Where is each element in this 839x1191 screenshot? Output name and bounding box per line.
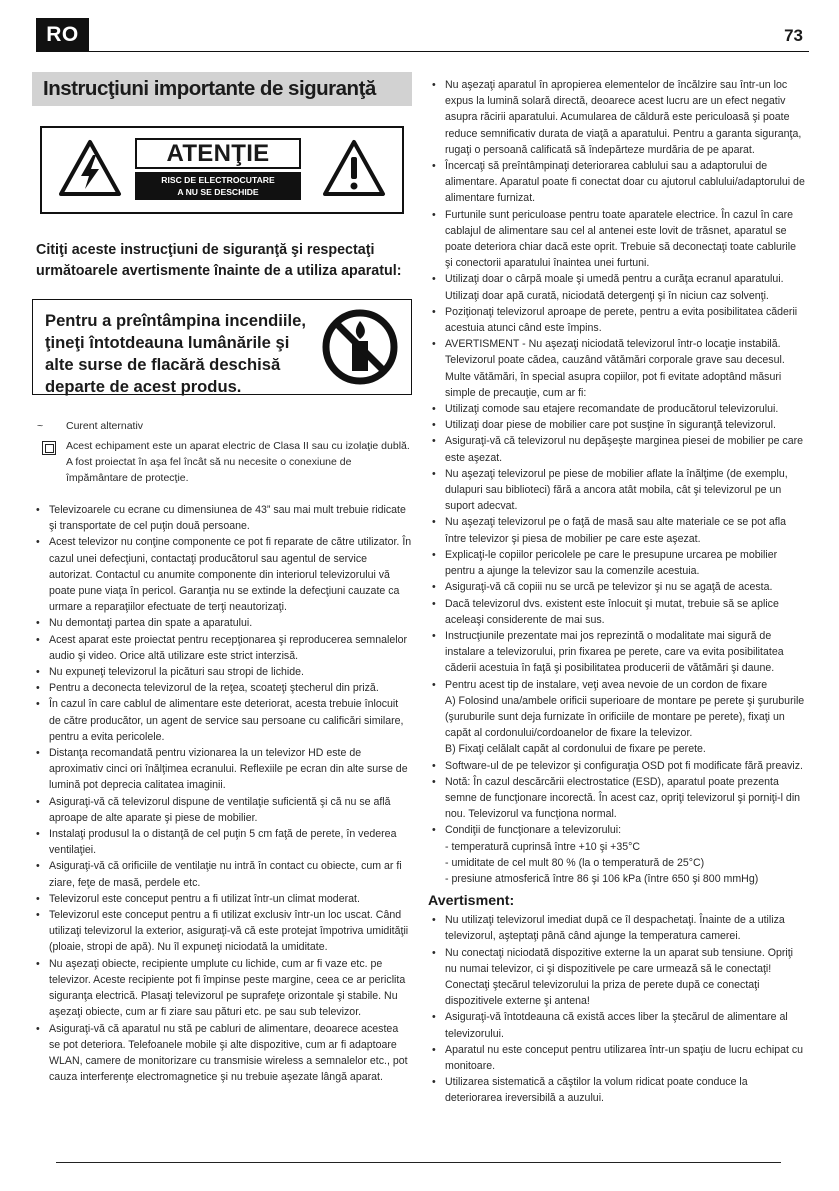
bullet-item: • Nu expuneţi televizorul la picături sau stropi de lichide. [32, 664, 412, 680]
bullet-item: • Asiguraţi-vă că televizorul nu depăşeşte marginea piesei de mobilier pe care este aşezat. [428, 433, 806, 465]
bullet-item: • Utilizaţi comode sau etajere recomandate de producătorul televizorului. [428, 401, 806, 417]
ac-symbol-text: Curent alternativ [66, 420, 144, 432]
bullet-item: • Asiguraţi-vă că aparatul nu stă pe cabluri de alimentare, deoarece acestea se pot deteriora. Telefoanele mobile şi alte dispozitive, cum ar fi adaptoare WLAN, camere de monitorizare cu transmisie wireless a semnalelor etc., pot cauza interferenţe electromagnetice şi nu trebuie aşezate lângă aparat. [32, 1021, 412, 1086]
bullet-item: • Televizorul este conceput pentru a fi utilizat exclusiv într-un loc uscat. Când utilizaţi televizorul la exterior, asiguraţi-vă că este protejat împotriva umidităţii (ploaie, stropi de apă). Nu îl expuneţi niciodată la umiditate. [32, 907, 412, 956]
bullet-item: • Asiguraţi-vă întotdeauna că există acces liber la ştecărul de alimentare al televizorului. [428, 1009, 806, 1041]
exclamation-warning-icon [322, 139, 386, 197]
bullet-item: • Instrucţiunile prezentate mai jos reprezintă o modalitate mai sigură de instalare a televizorului, prin fixarea pe perete, care va evita posibilitatea căderii acestuia în faţă şi posibilitatea producerii de vătămări şi daune. [428, 628, 806, 677]
bullet-item: • AVERTISMENT - Nu aşezaţi niciodată televizorul într-o locaţie instabilă. Televizorul poate cădea, cauzând vătămări corporale grave sau decesul. Multe vătămări, în special asupra copiilor, pot fi evitate adoptând măsuri simple de precauţie, cum ar fi: [428, 336, 806, 401]
right-column [428, 77, 806, 1107]
warning-label-center [135, 138, 301, 200]
bullet-item: • Condiţii de funcţionare a televizorului: - temperatură cuprinsă între +10 şi +35°C - umiditate de cel mult 80 % (la o temperatură de 25°C) - presiune atmosferică între 86 şi 106 kPa (între 650 şi 800 mmHg) [428, 822, 806, 887]
warning-subtext [135, 172, 301, 200]
class2-icon-wrap [32, 438, 66, 486]
footer-rule [56, 1162, 781, 1163]
bullet-item: • Dacă televizorul dvs. existent este înlocuit şi mutat, trebuie să se aplice aceleaşi considerente de mai sus. [428, 596, 806, 628]
left-bullet-list [32, 502, 412, 1085]
bullet-item: • În cazul în care cablul de alimentare este deteriorat, acesta trebuie înlocuit de către producător, un agent de service sau persoane cu calificări similare, pentru a evita pericolele. [32, 696, 412, 745]
right-bullet-list [428, 77, 806, 887]
double-square-icon [42, 441, 56, 455]
bullet-item: • Nu aşezaţi televizorul pe piese de mobilier aflate la înălţime (de exemplu, dulapuri sau biblioteci) fără a ancora atât mobila, cât şi televizorul pe un suport adecvat. [428, 466, 806, 515]
bullet-item: • Asiguraţi-vă că televizorul dispune de ventilaţie suficientă şi că nu se află aproape de alte aparate şi piese de mobilier. [32, 794, 412, 826]
bullet-item: • Software-ul de pe televizor şi configuraţia OSD pot fi modificate fără preaviz. [428, 758, 806, 774]
bullet-item: • Aparatul nu este conceput pentru utilizarea într-un spaţiu de lucru echipat cu monitoare. [428, 1042, 806, 1074]
bullet-item: • Distanţa recomandată pentru vizionarea la un televizor HD este de aproximativ cinci ori înălţimea ecranului. Reflexiile pe ecran din alte surse de lumină pot deprecia calitatea imaginii. [32, 745, 412, 794]
left-column [32, 72, 412, 1085]
alternating-current-icon: ~ [37, 420, 44, 432]
fire-warning-box [32, 299, 412, 395]
page-number: 73 [784, 26, 803, 45]
lightning-warning-icon [58, 139, 122, 197]
language-tab: RO [36, 18, 89, 52]
bullet-item: • Instalaţi produsul la o distanţă de cel puţin 5 cm faţă de perete, în vederea ventilaţiei. [32, 826, 412, 858]
bullet-item: • Explicaţi-le copiilor pericolele pe care le presupune urcarea pe mobilier pentru a ajunge la televizor sau la comenzile acestuia. [428, 547, 806, 579]
class2-symbol-row [32, 438, 412, 486]
warning-subtext-line2: A NU SE DESCHIDE [177, 187, 259, 197]
warning-section-heading: Avertisment: [428, 893, 515, 910]
bullet-item: • Nu aşezaţi televizorul pe o faţă de masă sau alte materiale ce se pot afla între televizor şi piesa de mobilier pe care este aşezat. [428, 514, 806, 546]
ac-symbol-row [32, 418, 412, 434]
header-rule [36, 51, 809, 52]
bullet-item: • Televizoarele cu ecrane cu dimensiunea de 43” sau mai mult trebuie ridicate şi transportate de cel puţin două persoane. [32, 502, 412, 534]
bullet-item: • Încercaţi să preîntâmpinaţi deteriorarea cablului sau a adaptorului de alimentare. Aparatul poate fi conectat doar cu ajutorul cablului/adaptorului de alimentare furnizat. [428, 158, 806, 207]
bullet-item: • Utilizaţi doar o cârpă moale şi umedă pentru a curăţa ecranul aparatului. Utilizaţi doar apă curată, niciodată detergenţi şi în niciun caz solvenţi. [428, 271, 806, 303]
bullet-item: • Pentru acest tip de instalare, veţi avea nevoie de un cordon de fixare A) Folosind una/ambele orificii superioare de montare pe perete şi şuruburile (şuruburile sunt deja furnizate în orificiile de montare pe perete), fixaţi un capăt al cordonului/cordoanelor de fixare la televizor. B) Fixaţi celălalt capăt al cordonului de fixare pe perete. [428, 677, 806, 758]
bullet-item: • Nu conectaţi niciodată dispozitive externe la un aparat sub tensiune. Opriţi nu numai televizor, ci şi dispozitivele pe care urmează să le conectaţi! Conectaţi ştecărul televizorului la priza de perete după ce conectaţi dispozitivele externe şi antena! [428, 945, 806, 1010]
bullet-item: • Nu demontaţi partea din spate a aparatului. [32, 615, 412, 631]
bullet-item: • Pentru a deconecta televizorul de la reţea, scoateţi ştecherul din priză. [32, 680, 412, 696]
bullet-item: • Acest televizor nu conţine componente ce pot fi reparate de către utilizator. În cazul unei defecţiuni, contactaţi producătorul sau agentul de service autorizat. Contactul cu anumite componente din interiorul televizorului vă poate pune viaţa în pericol. Garanţia nu se extinde la defecţiuni cauzate ca urmare a reparaţiilor efectuate de terţi neautorizaţi. [32, 534, 412, 615]
warning-heading: ATENŢIE [135, 138, 301, 169]
bullet-item: • Nu aşezaţi aparatul în apropierea elementelor de încălzire sau într-un loc expus la lumină solară directă, deoarece acest lucru are un efect negativ asupra răcirii aparatului. Acumularea de căldură este periculoasă şi poate reduce semnificativ durata de viaţă a aparatului. Pentru a garanta siguranţa, rugaţi o persoană calificată să îndepărteze murdăria de pe aparat. [428, 77, 806, 158]
bullet-item: • Poziţionaţi televizorul aproape de perete, pentru a evita posibilitatea căderii acestuia atunci când este împins. [428, 304, 806, 336]
bullet-item: • Nu utilizaţi televizorul imediat după ce îl despachetaţi. Înainte de a utiliza televizorul, aşteptaţi până când ajunge la temperatura camerei. [428, 912, 806, 944]
bullet-item: • Nu aşezaţi obiecte, recipiente umplute cu lichide, cum ar fi vaze etc. pe televizor. Aceste recipiente pot fi împinse peste margine, ceea ce ar periclita siguranţa electrică. Plasaţi televizorul pe suprafeţe orizontale şi stabile. Nu aşezaţi obiecte, cum ar fi ziare sau pături etc. pe sau sub televizor. [32, 956, 412, 1021]
bullet-item: • Asiguraţi-vă că orificiile de ventilaţie nu intră în contact cu obiecte, cum ar fi ziare, feţe de masă, perdele etc. [32, 858, 412, 890]
fire-warning-text: Pentru a preîntâmpina incendiile, ţineţi întotdeauna lumânările şi alte surse de flacără deschisă departe de acest produs. [45, 311, 306, 396]
warning-subtext-line1: RISC DE ELECTROCUTARE [161, 175, 275, 185]
intro-text: Citiţi aceste instrucţiuni de siguranţă şi respectaţi următoarele avertismente înainte de a utiliza aparatul: [36, 242, 402, 279]
bullet-item: • Acest aparat este proiectat pentru recepţionarea şi reproducerea semnalelor audio şi video. Orice altă utilizare este strict interzisă. [32, 632, 412, 664]
class2-symbol-text: Acest echipament este un aparat electric de Clasa II sau cu izolaţie dublă. A fost proiectat în aşa fel încât să nu necesite o conexiune de împământare de protecţie. [66, 440, 410, 484]
bullet-item: • Utilizaţi doar piese de mobilier care pot susţine în siguranţă televizorul. [428, 417, 806, 433]
warning-bullet-list [428, 912, 806, 1106]
bullet-item: • Asiguraţi-vă că copiii nu se urcă pe televizor şi nu se agaţă de acesta. [428, 579, 806, 595]
bullet-item: • Televizorul este conceput pentru a fi utilizat într-un climat moderat. [32, 891, 412, 907]
electric-shock-warning-label [40, 126, 404, 214]
bullet-item: • Utilizarea sistematică a căştilor la volum ridicat poate conduce la deteriorarea ireversibilă a auzului. [428, 1074, 806, 1106]
bullet-item: • Notă: În cazul descărcării electrostatice (ESD), aparatul poate prezenta semne de funcţionare incorectă. În acest caz, opriţi televizorul şi porniţi-l din nou. Televizorul va funcţiona normal. [428, 774, 806, 823]
page-title: Instrucţiuni importante de siguranţă [32, 72, 412, 106]
bullet-item: • Furtunile sunt periculoase pentru toate aparatele electrice. În cazul în care cablajul de alimentare sau cel al antenei este lovit de trăsnet, aparatul se poate deteriora chiar dacă este oprit. Trebuie să deconectaţi toate cablurile şi conectorii aparatului înaintea unei furtuni. [428, 207, 806, 272]
no-candle-icon [321, 308, 399, 386]
